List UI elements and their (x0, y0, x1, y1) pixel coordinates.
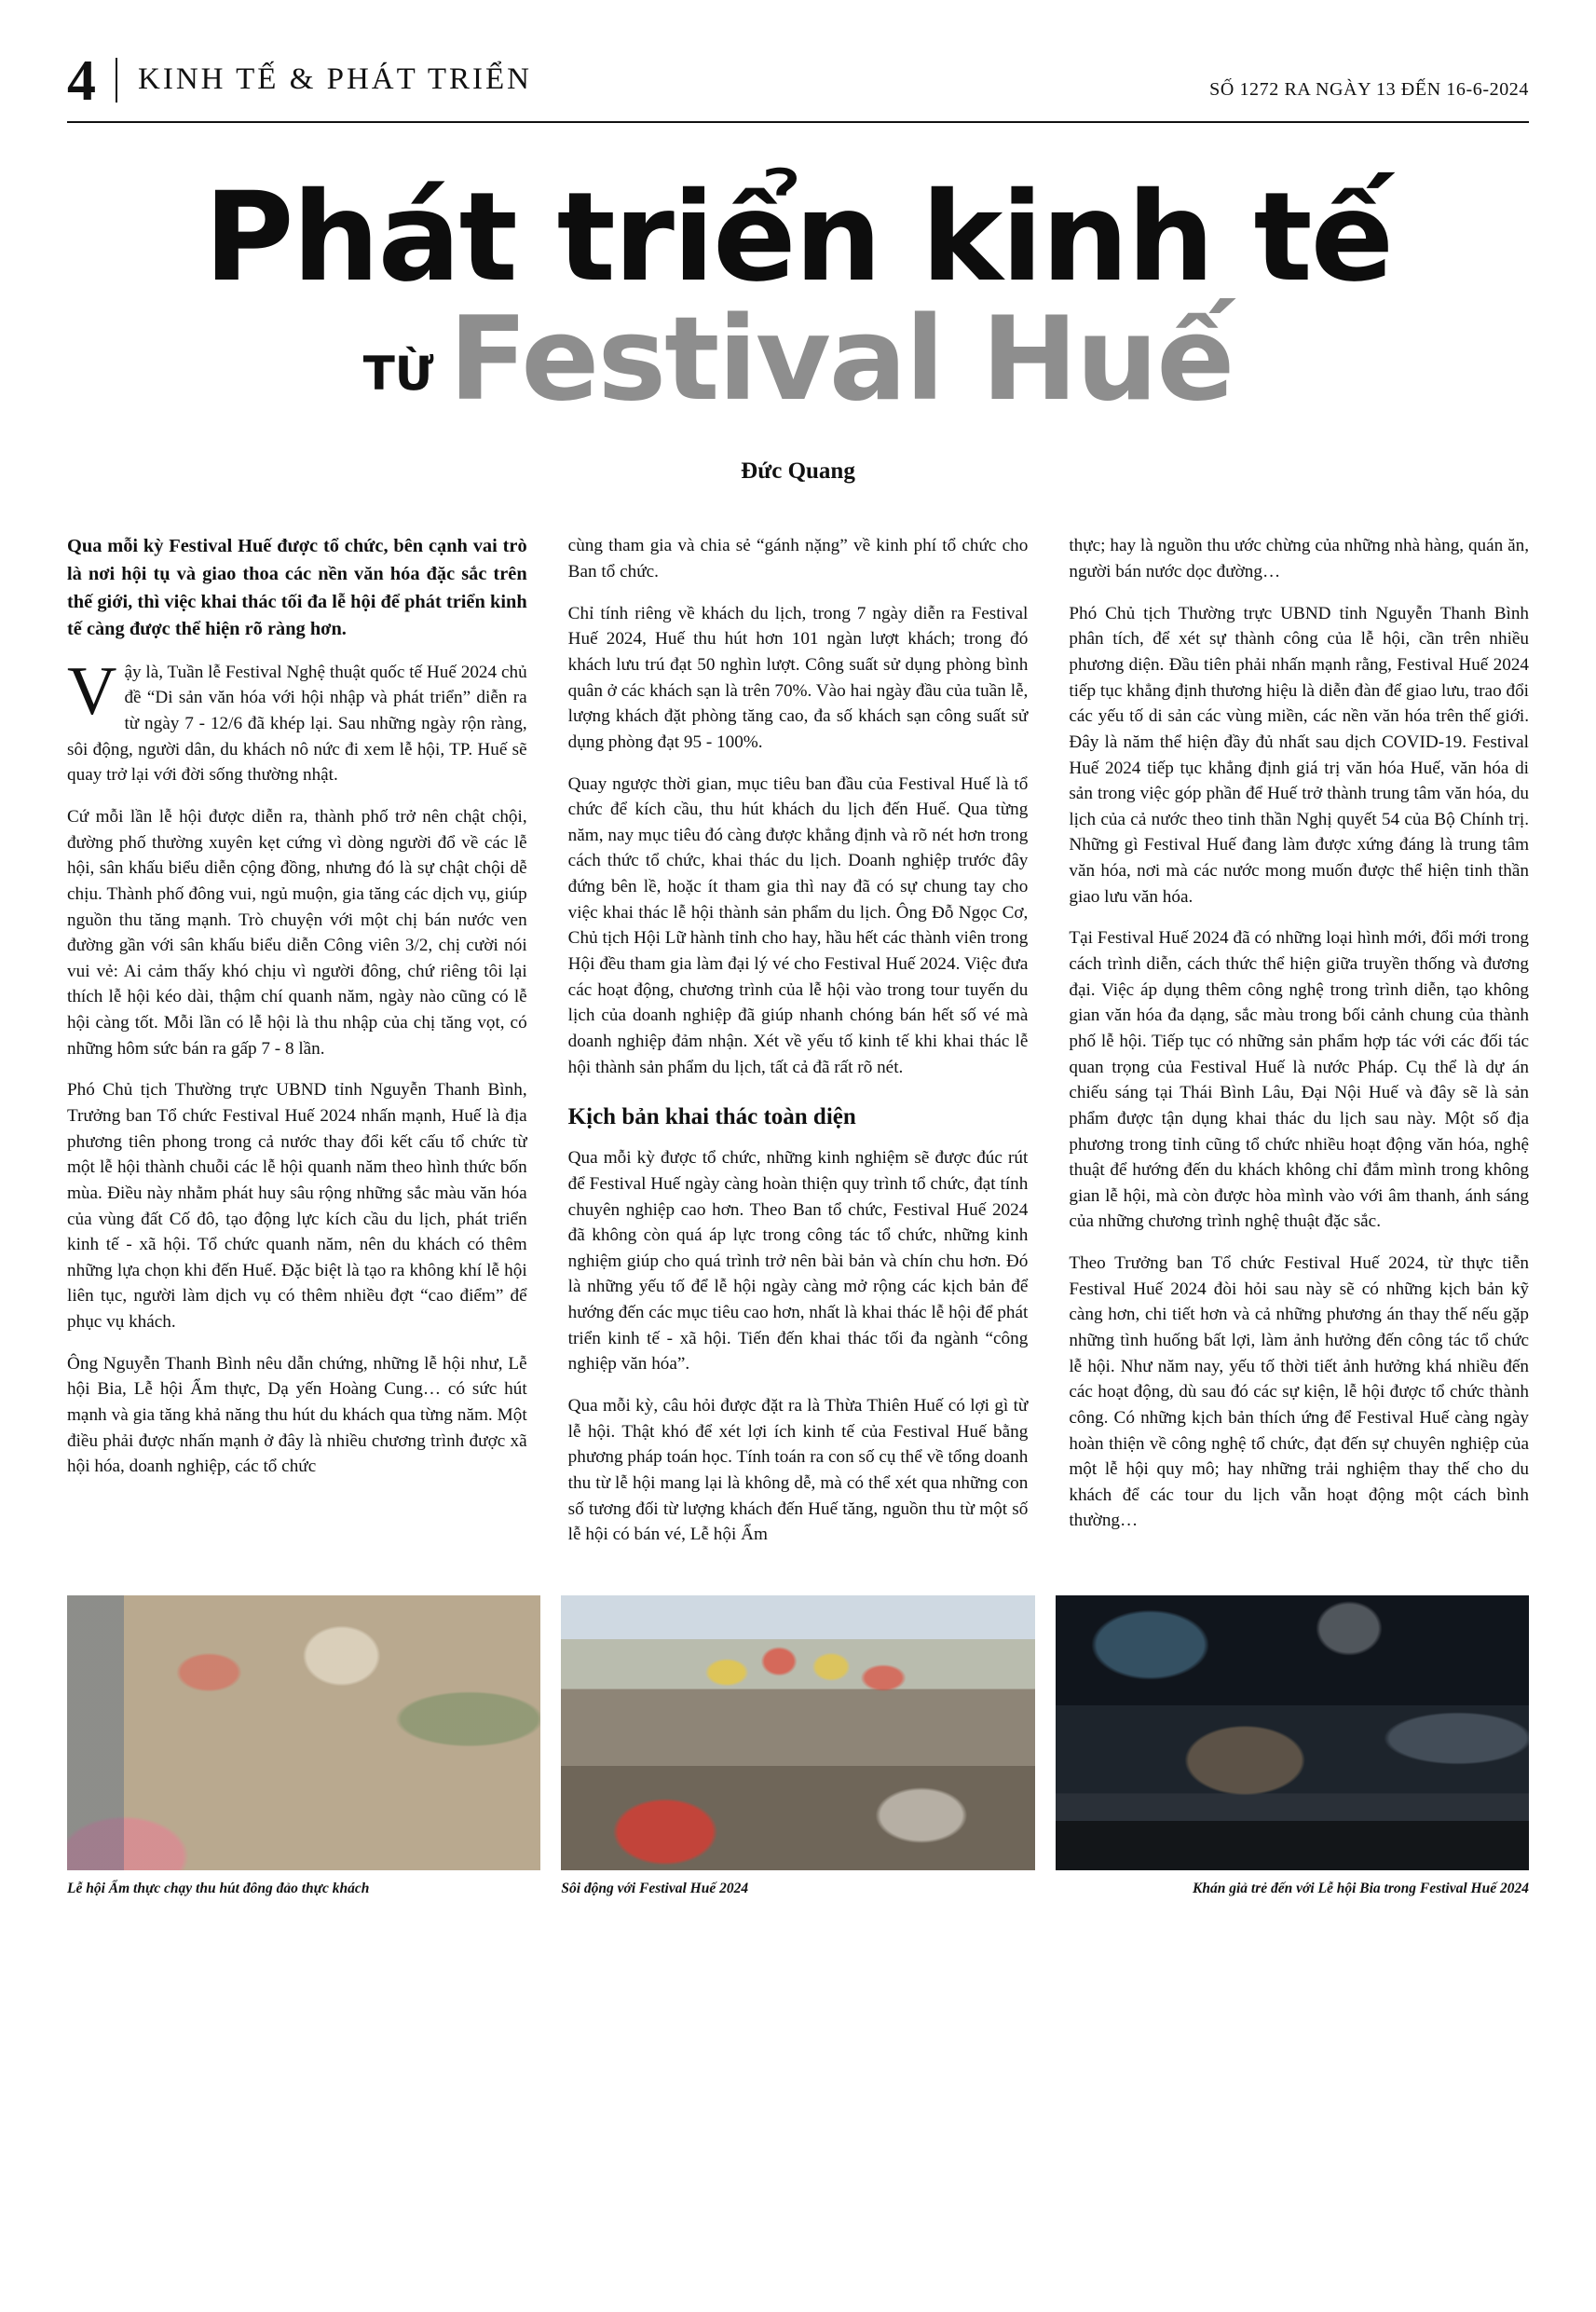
body-paragraph: Ông Nguyễn Thanh Bình nêu dẫn chứng, những lễ hội như, Lễ hội Bia, Lễ hội Ẩm thực, Dạ yến Hoàng Cung… có sức hút mạnh và gia tăng khả năng thu hút du khách qua từng năm. Một điều phải được nhấn mạnh ở đây là nhiều chương trình được xã hội hóa, doanh nghiệp, các tổ chức (67, 1353, 527, 1477)
masthead (67, 49, 1529, 123)
photo-caption: Sôi động với Festival Huế 2024 (561, 1880, 749, 1896)
photo-row (67, 1595, 1529, 1897)
body-paragraph: thực; hay là nguồn thu ước chừng của những nhà hàng, quán ăn, người bán nước dọc đường… (1069, 536, 1530, 582)
masthead-left (67, 49, 532, 113)
body-paragraph: Qua mỗi kỳ được tổ chức, những kinh nghiệm sẽ được đúc rút để Festival Huế ngày càng hoàn thiện quy trình tổ chức, đạt tính chuyên nghiệp cao hơn. Theo Ban tổ chức, Festival Huế 2024 đã không còn quá áp lực trong công tác tổ chức, những kinh nghiệm giúp cho quá trình trở nên bài bản và chín chu hơn. Đó là những yếu tố để lễ hội ngày càng mở rộng các kịch bản để hướng đến các mục tiêu cao hơn, nhất là khai thác lễ hội để phát triển kinh tế - xã hội. Tiến đến khai thác tối đa ngành “công nghiệp văn hóa”. (567, 1148, 1029, 1375)
page-number: 4 (67, 49, 95, 113)
body-paragraph: Cứ mỗi lần lễ hội được diễn ra, thành phố trở nên chật chội, đường phố thường xuyên kẹt cứng vì dòng người đổ về các lễ hội, sân khấu biểu diễn cộng đồng, nhưng đó là sự chật chội dễ chịu. Thành phố đông vui, ngủ muộn, gia tăng các dịch vụ, giúp nguồn thu tăng mạnh. Trò chuyện với một chị bán nước ven đường gần với sân khấu biểu diễn Công viên 3/2, chị cười nói vui vẻ: Ai cảm thấy khó chịu vì người đông, chứ riêng tôi lại thích lễ hội kéo dài, thậm chí quanh năm, ngày nào cũng có lễ hội càng tốt. Mỗi lần có lễ hội là thu nhập của chị tăng vọt, có những hôm sức bán ra gấp 7 - 8 lần. (67, 806, 527, 1059)
photo-caption: Lễ hội Ẩm thực chạy thu hút đông đảo thực khách (67, 1880, 370, 1896)
photo-beer-festival-crowd (1056, 1595, 1529, 1870)
article-columns (67, 533, 1529, 1563)
body-paragraph: cùng tham gia và chia sẻ “gánh nặng” về kinh phí tổ chức cho Ban tổ chức. (567, 536, 1029, 582)
column-1 (67, 533, 527, 1496)
body-paragraph: Qua mỗi kỳ, câu hỏi được đặt ra là Thừa Thiên Huế có lợi gì từ lễ hội. Thật khó để xét lợi ích kinh tế của Festival Huế bằng phương pháp toán học. Tính toán ra con số cụ thể về tổng doanh thu từ lễ hội mang lại là không dễ, mà có thể xét qua những con số tương đối từ lượng khách đến Huế tăng, nguồn thu từ một số lễ hội có bán vé, Lễ hội Ẩm (567, 1396, 1029, 1545)
photo-cell-3 (1056, 1595, 1529, 1897)
body-paragraph (67, 652, 527, 788)
body-paragraph: Quay ngược thời gian, mục tiêu ban đầu của Festival Huế là tổ chức để kích cầu, thu hút khách du lịch đến Huế. Qua từng năm, nay mục tiêu đó càng được khẳng định và rõ nét hơn trong cách thức tổ chức, khai thác du lịch. Doanh nghiệp trước đây đứng bên lề, hoặc ít tham gia thì nay đã có sự chung tay cho việc khai thác lễ hội thành sản phẩm du lịch. Ông Đỗ Ngọc Cơ, Chủ tịch Hội Lữ hành tỉnh cho hay, hầu hết các thành viên trong Hội đều tham gia làm đại lý vé cho Festival Huế 2024. Việc đưa các hoạt động, chương trình của lễ hội vào trong tour tuyến du lịch của doanh nghiệp đã giúp nhanh chóng bán hết số vé mà doanh nghiệp đảm nhận. Xét về yếu tố kinh tế khi khai thác lễ hội thành sản phẩm du lịch, tất cả đã rất rõ nét. (567, 773, 1029, 1077)
photo-cell-1 (67, 1595, 540, 1897)
publication-title: KINH TẾ & PHÁT TRIỂN (138, 62, 532, 97)
byline: Đức Quang (741, 458, 855, 485)
body-paragraph: Phó Chủ tịch Thường trực UBND tỉnh Nguyễn Thanh Bình phân tích, để xét sự thành công của lễ hội, cần trên nhiều phương diện. Đầu tiên phải nhấn mạnh rằng, Festival Huế 2024 tiếp tục khẳng định thương hiệu là diễn đàn để giao lưu, trao đổi các yếu tố di sản các vùng miền, các nền văn hóa trên thế giới. Đây là năm thể hiện đầy đủ nhất sau dịch COVID-19. Festival Huế 2024 tiếp tục khẳng định giá trị văn hóa Huế, văn hóa di sản trong việc góp phần để Huế trở thành trung tâm văn hóa, du lịch của cả nước theo tinh thần Nghị quyết 54 của Bộ Chính trị. Những gì Festival Huế đang làm được xứng đáng là trung tâm văn hóa, nơi mà các nước mong muốn được thể hiện tinh thần giao lưu văn hóa. (1069, 603, 1530, 907)
column-2 (568, 533, 1029, 1563)
column-3 (1069, 533, 1529, 1550)
headline-prefix: TỪ (362, 347, 434, 402)
headline-main: Phát triển kinh tế (203, 165, 1393, 309)
photo-caption: Khán giả trẻ đến với Lễ hội Bia trong Festival Huế 2024 (1193, 1880, 1529, 1896)
paragraph-text: ậy là, Tuần lễ Festival Nghệ thuật quốc tế Huế 2024 chủ đề “Di sản văn hóa với hội nhập và phát triển” diễn ra từ ngày 7 - 12/6 đã khép lại. Sau những ngày rộn ràng, sôi động, người dân, du khách nô nức đi xem lễ hội, TP. Huế sẽ quay trở lại với đời sống thường nhật. (67, 662, 527, 786)
photo-food-festival (67, 1595, 540, 1870)
body-paragraph: Phó Chủ tịch Thường trực UBND tỉnh Nguyễn Thanh Bình, Trưởng ban Tổ chức Festival Huế 2024 nhấn mạnh, Huế là địa phương tiên phong trong cả nước thay đổi kết cấu tổ chức từ một lễ hội thành chuỗi các lễ hội quanh năm theo hình thức bốn mùa. Điều này nhằm phát huy sâu rộng những sắc màu văn hóa của vùng đất Cố đô, tạo động lực kích cầu du lịch, phát triển kinh tế - xã hội. Tổ chức quanh năm, nên du khách có thêm những lựa chọn khi đến Huế. Đặc biệt là tạo ra không khí lễ hội liên tục, người làm dịch vụ có thêm nhiều đợt “cao điểm” để phục vụ khách. (67, 1080, 527, 1333)
section-subheading: Kịch bản khai thác toàn diện (567, 1104, 856, 1130)
photo-cell-2 (561, 1595, 1034, 1897)
headline-highlight: Festival Huế (448, 293, 1234, 428)
headline-sub-row (67, 293, 1529, 428)
body-paragraph: Chỉ tính riêng về khách du lịch, trong 7 ngày diễn ra Festival Huế 2024, Huế thu hút hơn 101 ngàn lượt khách; trong đó khách lưu trú đạt 50 nghìn lượt. Công suất sử dụng phòng bình quân ở các khách sạn là trên 70%. Vào hai ngày đầu của tuần lễ, lượng khách đặt phòng tăng cao, đa số khách sạn công suất sử dụng phòng đạt 95 - 100%. (567, 603, 1029, 752)
issue-info: SỐ 1272 RA NGÀY 13 ĐẾN 16-6-2024 (1209, 78, 1529, 100)
lead-paragraph: Qua mỗi kỳ Festival Huế được tổ chức, bên cạnh vai trò là nơi hội tụ và giao thoa các nền văn hóa đặc sắc trên thế giới, thì việc khai thác tối đa lễ hội để phát triển kinh tế càng được thể hiện rõ ràng hơn. (67, 536, 527, 640)
masthead-divider (116, 58, 117, 103)
headline-block (67, 165, 1529, 486)
body-paragraph: Theo Trưởng ban Tổ chức Festival Huế 2024, từ thực tiễn Festival Huế 2024 đòi hỏi sau này sẽ có những kịch bản kỹ càng hơn, chi tiết hơn và cả những phương án thay thế nếu gặp những tình huống bất lợi, làm ảnh hưởng đến công tác tổ chức lễ hội. Như năm nay, yếu tố thời tiết ảnh hưởng khá nhiều đến các hoạt động, dù sau đó các sự kiện, lễ hội được tổ chức thành công. Có những kịch bản thích ứng để Festival Huế càng ngày hoàn thiện về công nghệ tổ chức, đạt đến sự chuyên nghiệp của một lễ hội quy mô; hay những trải nghiệm thay thế cho du khách để các tour du lịch vẫn hoạt động một cách bình thường… (1069, 1253, 1530, 1531)
photo-street-parade (561, 1595, 1034, 1870)
drop-cap: V (67, 652, 117, 730)
body-paragraph: Tại Festival Huế 2024 đã có những loại hình mới, đổi mới trong cách trình diễn, cách thức thể hiện giữa truyền thống và đương đại. Việc áp dụng thêm công nghệ trong trình diễn, tạo không gian văn hóa đa dạng, sắc màu trong bối cảnh chung của thành phố lễ hội. Tiếp tục có những sản phẩm hợp tác với các đối tác quan trọng của Festival Huế là nước Pháp. Cụ thể là dự án chiếu sáng tại Thái Bình Lâu, Đại Nội Huế và đây sẽ là sản phẩm được tận dụng khai thác du lịch sau này. Một số địa phương trong tỉnh cũng tổ chức nhiều hoạt động văn hóa, nghệ thuật để hướng đến du khách không chỉ đắm mình trong không gian lễ hội, mà còn được hòa mình vào với âm thanh, ánh sáng của những chương trình nghệ thuật đặc sắc. (1069, 928, 1530, 1232)
